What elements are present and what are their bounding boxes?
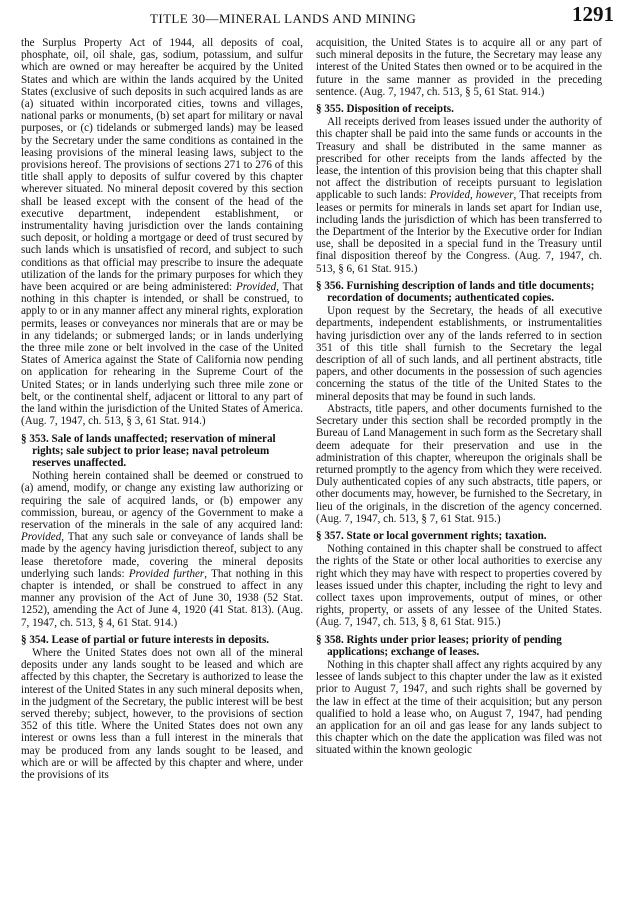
section-354-continued: acquisition, the United States is to acquire all or any part of such mineral deposits in the future, the Secretary may lease any interest of the United States then owned or to be acquired in the future in the same manner as provided in the preceding sentence. (Aug. 7, 1947, ch. 513, § 5, 61 Stat. 914.) (316, 37, 602, 98)
paragraph-continued: the Surplus Property Act of 1944, all deposits of coal, phosphate, oil, oil shale, gas, sodium, potassium, and sulfur which are owned or may hereafter be acquired by the United States and which are within the lands acquired by the United States (exclusive of such deposits in such acquired lands as are (a) situated within incorporated cities, towns and villages, national parks or monuments, (b) set apart for military or naval purposes, or (c) tidelands or submerged lands) may be leased by the Secretary under the same conditions as contained in the leasing provisions of the mineral leasing laws, subject to the provisions hereof. The provisions of sections 271 to 276 of this title shall apply to deposits of sulfur covered by this chapter wherever situated. No mineral deposit covered by this section shall be leased except with the consent of the head of the executive department, independent establishment, or instrumentality having jurisdiction over the lands containing such deposit, or holding a mortgage or deed of trust secured by such lands which is unsatisfied of record, and subject to such conditions as that official may prescribe to insure the adequate utilization of the lands for the primary purposes for which they have been acquired or are being administered: Provided, That nothing in this chapter is intended, or shall be construed, to apply to or in any manner affect any mineral rights, exploration permits, leases or conveyances nor minerals that are or may be in any tidelands; or submerged lands; or in lands underlying the three mile zone or belt involved in the case of the United States of America against the State of California now pending on application for rehearing in the Supreme Court of the United States; or in lands underlying such three mile zone or belt, or the continental shelf, adjacent or littoral to any part of the land within the jurisdiction of the United States of America. (Aug. 7, 1947, ch. 513, § 3, 61 Stat. 914.) (21, 37, 303, 428)
running-title: TITLE 30—MINERAL LANDS AND MINING (150, 11, 417, 26)
left-column (21, 37, 303, 912)
section-356-text-2: Abstracts, title papers, and other documents furnished to the Secretary under this section shall be recorded promptly in the Bureau of Land Management in such form as the Secretary shall deem adequate for their preservation and use in the administration of this chapter, whereupon the originals shall be returned promptly to the agency from which they were received. Duly authenticated copies of any such abstracts, title papers, or other documents may, however, be furnished to the Secretary, in lieu of the originals, in the discretion of the agency concerned. (Aug. 7, 1947, ch. 513, § 7, 61 Stat. 915.) (316, 402, 602, 525)
section-358-text: Nothing in this chapter shall affect any rights acquired by any lessee of lands subject to this chapter under the law as it existed prior to August 7, 1947, and such rights shall be governed by the law in effect at the time of their acquisition; but any person qualified to hold a lease who, on August 7, 1947, had pending an application for an oil and gas lease for any lands subject to this chapter which on the date the application was filed was not situated within the known geologic (316, 658, 602, 757)
section-356-heading: § 356. Furnishing description of lands and title documents; recordation of documents; authenticated copies. (316, 279, 595, 305)
right-column (316, 37, 602, 912)
section-355-text: All receipts derived from leases issued under the authority of this chapter shall be paid into the same funds or accounts in the Treasury and shall be distributed in the same manner as prescribed for other receipts from the lands affected by the lease, the intention of this provision being that this chapter shall not affect the distribution of receipts pursuant to legislation applicable to such lands: Provided, however, That receipts from leases or permits for minerals in lands set apart for Indian use, including lands the jurisdiction of which has been transferred to the Department of the Interior by the Executive order for Indian use, shall be deposited in a special fund in the Treasury until final disposition thereof by the Congress. (Aug. 7, 1947, ch. 513, § 6, 61 Stat. 915.) (316, 116, 602, 275)
section-357-text: Nothing contained in this chapter shall be construed to affect the rights of the State or other local authorities to exercise any right which they may have with respect to properties covered by leases issued under this chapter, including the right to levy and collect taxes upon improvements, output of mines, or other rights, property, or assets of any lessee of the United States. (Aug. 7, 1947, ch. 513, § 8, 61 Stat. 915.) (316, 543, 602, 629)
page-header (0, 2, 628, 32)
section-356-text-1: Upon request by the Secretary, the heads of all executive departments, independent establishments, or instrumentalities having jurisdiction over any of the lands referred to in section 351 of this title shall furnish to the Secretary the legal description of all of such lands, and all pertinent abstracts, title papers, and other documents in the possession of such agencies concerning the status of the title of the United States to the mineral deposits that may be found in such lands. (316, 305, 602, 403)
section-355-heading: § 355. Disposition of receipts. (316, 103, 454, 116)
section-358-heading: § 358. Rights under prior leases; priority of pending applications; exchange of leases. (316, 633, 562, 658)
section-357-heading: § 357. State or local government rights; taxation. (316, 529, 547, 542)
section-354-heading: § 354. Lease of partial or future interests in deposits. (21, 633, 270, 646)
page-number: 1291 (572, 2, 614, 26)
section-354-text: Where the United States does not own all of the mineral deposits under any lands sought to be leased and which are affected by this chapter, the Secretary is authorized to lease the interest of the United States in any such mineral deposits when, in the judgment of the Secretary, the public interest will be best served thereby; subject, however, to the provisions of section 352 of this title. Where the United States does not own any interest or owns less than a full interest in the minerals that may be produced from any lands sought to be leased, and which are or will be affected by this chapter and where, under the provisions of its (21, 646, 303, 781)
section-353-text: Nothing herein contained shall be deemed or construed to (a) amend, modify, or change any existing law authorizing or requiring the sale of acquired lands, or (b) empower any commission, bureau, or agency of the Government to make a reservation of the minerals in the sale of any acquired land: Provided, That any such sale or conveyance of lands shall be made by the agency having jurisdiction thereof, subject to any lease theretofore made, covering the mineral deposits underlying such lands: Provided further, That nothing in this chapter is intended, or shall be construed to affect in any manner any provision of the Act of June 30, 1938 (52 Stat. 1252), amending the Act of June 4, 1920 (41 Stat. 813). (Aug. 7, 1947, ch. 513, § 4, 61 Stat. 914.) (21, 470, 303, 629)
section-353-heading: § 353. Sale of lands unaffected; reservation of mineral rights; sale subject to prior lease; naval petroleum reserves unaffected. (21, 432, 276, 469)
